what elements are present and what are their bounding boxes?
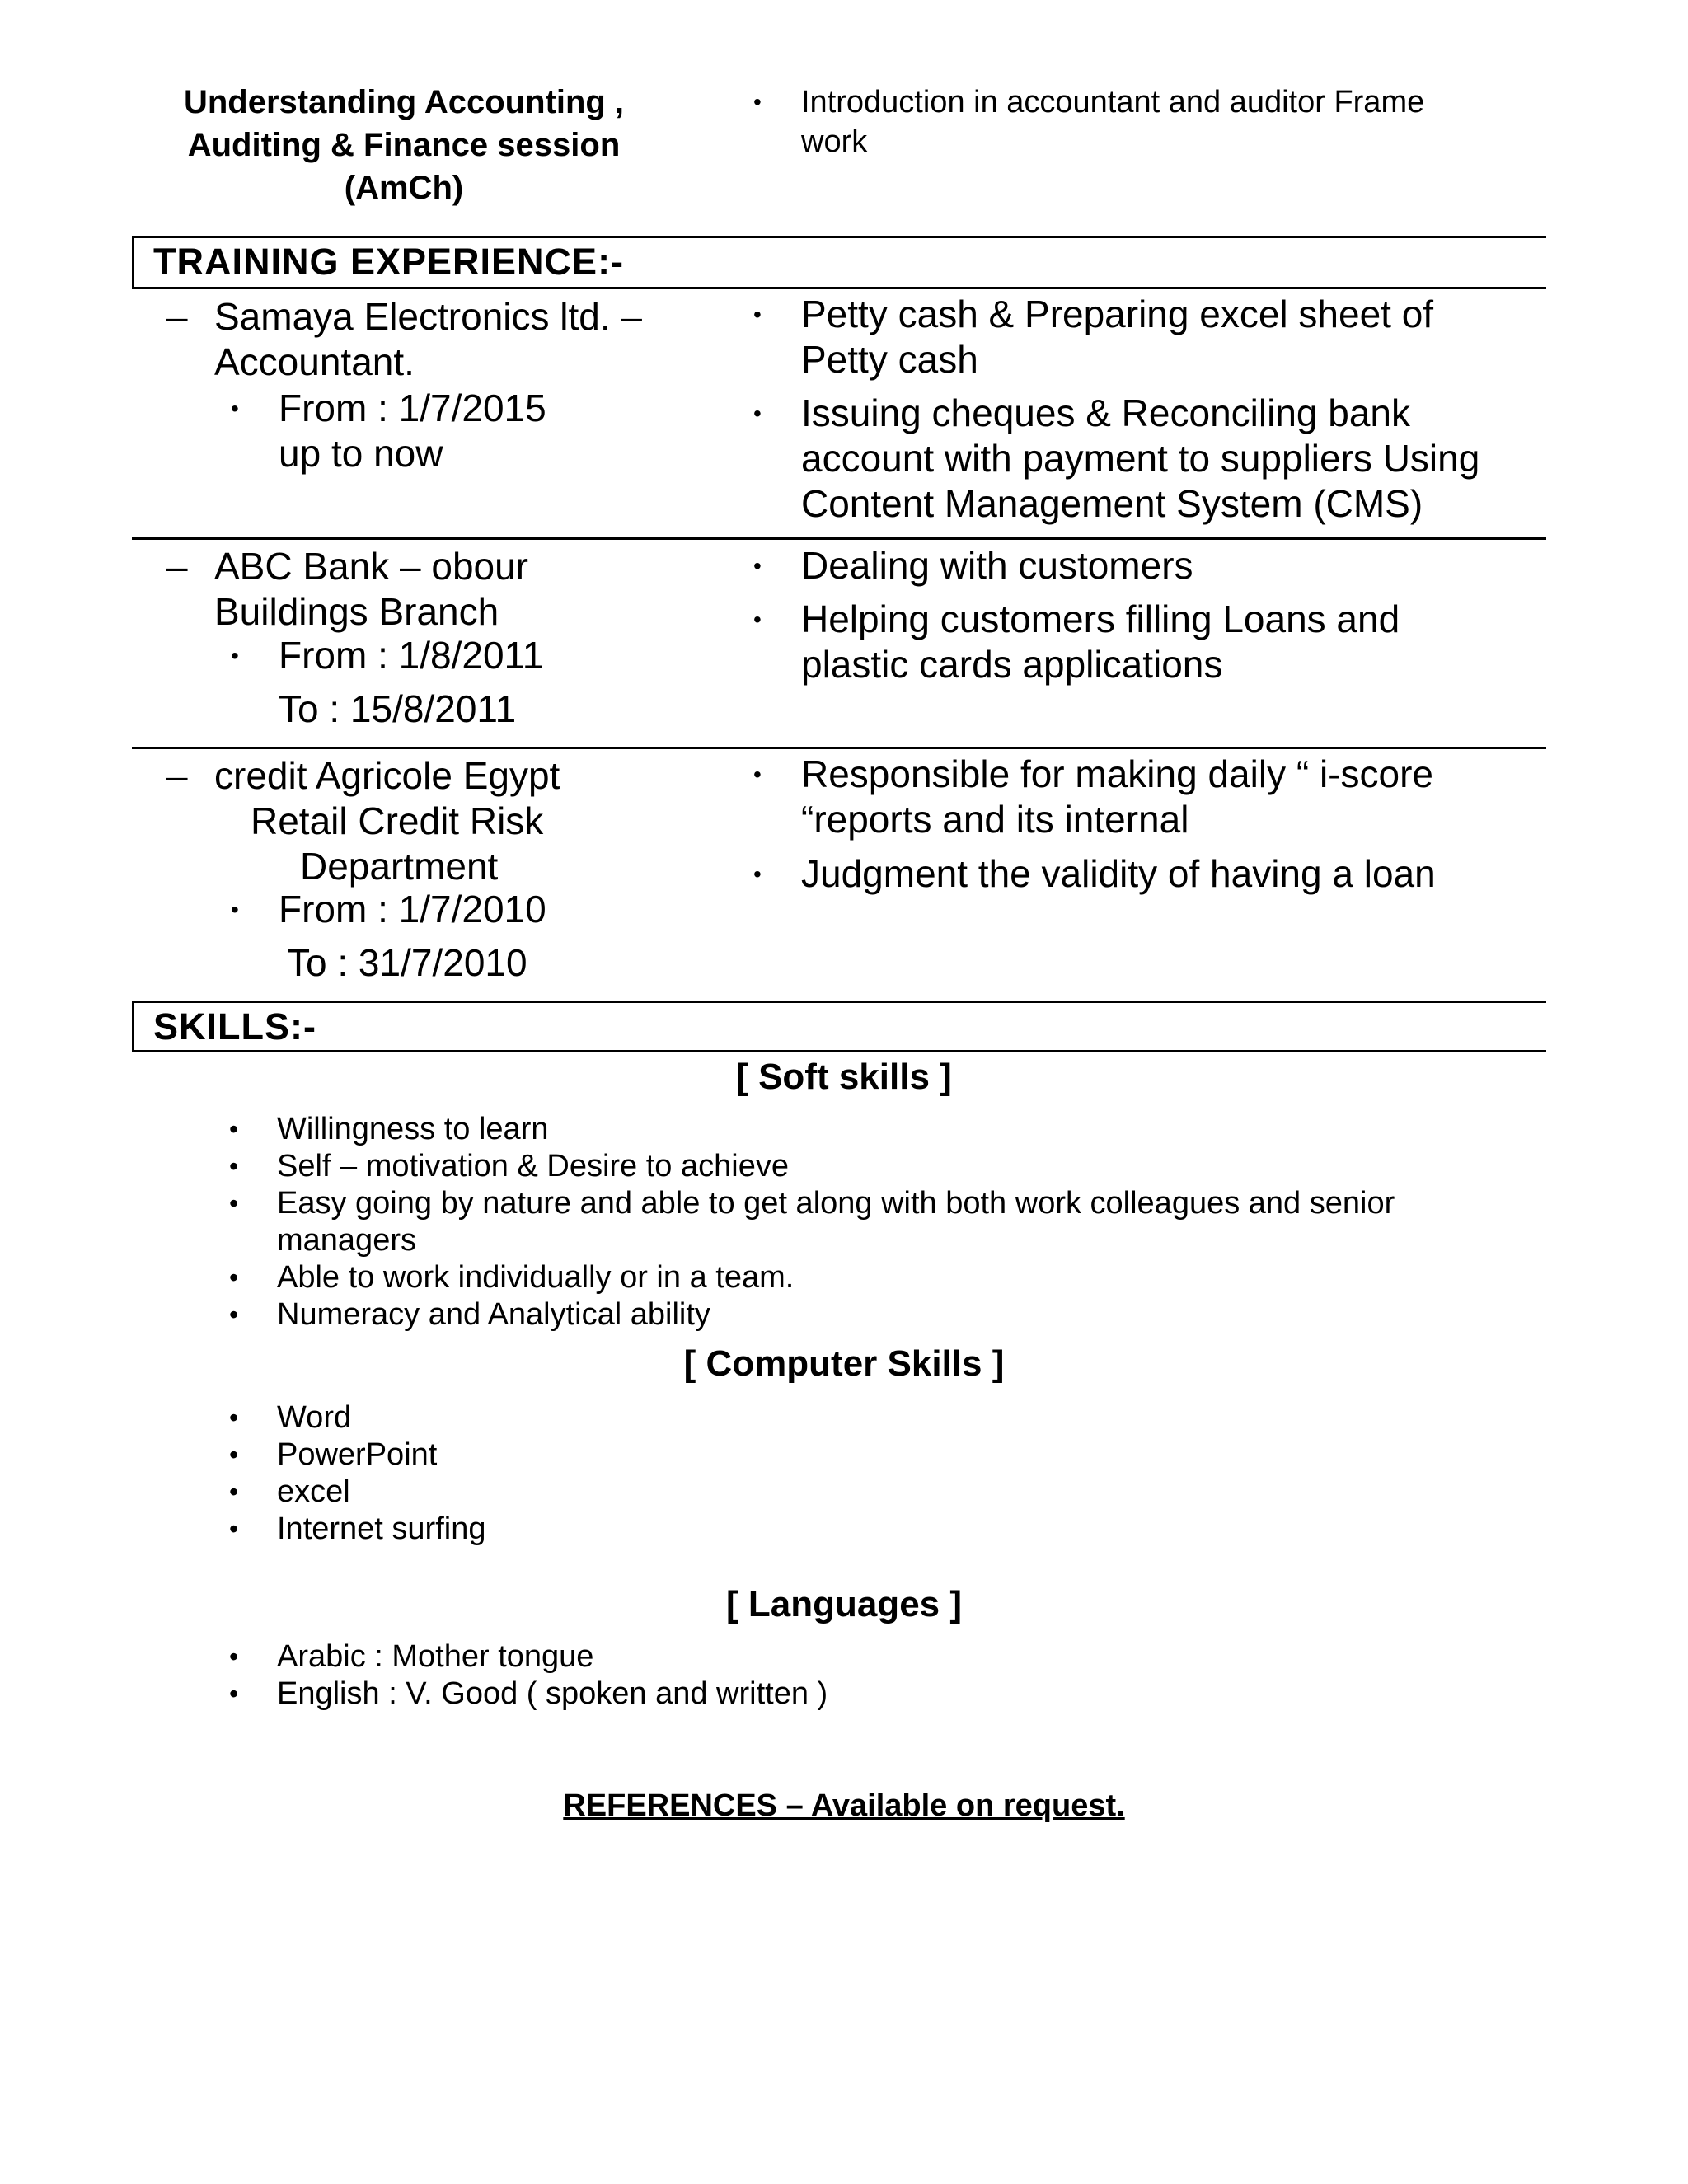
training-entry-dates	[279, 633, 691, 732]
training-duty	[801, 752, 1543, 842]
org-line: Department	[300, 845, 499, 888]
training-entry-org	[214, 294, 709, 385]
course-description	[801, 82, 1543, 162]
list-item-text: • Willingness to learn	[277, 1112, 549, 1146]
training-entry-org	[214, 753, 676, 889]
languages-heading: [ Languages ]	[725, 1584, 963, 1624]
org-line: – ABC Bank – obour	[214, 545, 529, 588]
duty-line: • Helping customers filling Loans and	[801, 598, 1400, 640]
divider	[132, 236, 134, 289]
list-item: • excel	[277, 1474, 1266, 1511]
divider	[132, 1001, 134, 1052]
list-item-text: • Self – motivation & Desire to achieve	[277, 1149, 789, 1183]
duty-line: • Responsible for making daily “ i-score	[801, 752, 1433, 795]
computer-skills-list	[277, 1399, 1266, 1548]
training-duty	[801, 851, 1543, 897]
duty-line: Content Management System (CMS)	[801, 482, 1423, 525]
course-title	[132, 81, 676, 209]
divider	[132, 1050, 1546, 1052]
duty-line: account with payment to suppliers Using	[801, 437, 1480, 480]
list-item	[277, 1111, 1563, 1148]
training-entry-org	[214, 544, 709, 635]
list-item: • Word	[277, 1399, 1266, 1436]
divider	[132, 287, 1546, 289]
list-item: • Arabic : Mother tongue	[277, 1638, 1266, 1675]
duty-line: • Petty cash & Preparing excel sheet of	[801, 293, 1434, 335]
list-item-text: • Numeracy and Analytical ability	[277, 1297, 710, 1332]
training-experience-heading: TRAINING EXPERIENCE:-	[153, 241, 625, 283]
list-item: • Internet surfing	[277, 1511, 1266, 1548]
list-item: • English : V. Good ( spoken and written )	[277, 1675, 1266, 1713]
list-item	[277, 1259, 1563, 1296]
list-item-text: • Able to work individually or in a team.	[277, 1260, 795, 1295]
divider	[132, 236, 1546, 238]
org-line: Retail Credit Risk	[251, 799, 544, 842]
list-item-text: • Easy going by nature and able to get along with both work colleagues and senior	[277, 1186, 1395, 1221]
course-description-line: work	[801, 124, 868, 159]
course-description-line: • Introduction in accountant and auditor Frame	[801, 85, 1425, 120]
soft-skills-heading: [ Soft skills ]	[736, 1057, 952, 1097]
org-line: Accountant.	[214, 340, 415, 383]
duty-line: • Dealing with customers	[801, 544, 1193, 587]
date-line: • From : 1/7/2010	[279, 888, 546, 930]
training-duty	[801, 391, 1543, 527]
duty-line: Petty cash	[801, 338, 978, 381]
list-item	[277, 1296, 1563, 1333]
soft-skills-list	[277, 1111, 1563, 1333]
date-line: To : 31/7/2010	[287, 941, 528, 984]
date-line: up to now	[279, 432, 443, 475]
divider	[132, 1001, 1546, 1003]
date-line: To : 15/8/2011	[279, 687, 517, 730]
training-entry-dates	[279, 887, 691, 986]
skills-heading: SKILLS:-	[153, 1005, 316, 1047]
org-line: – credit Agricole Egypt	[214, 754, 560, 797]
references-note: REFERENCES – Available on request.	[563, 1788, 1125, 1823]
languages-list	[277, 1638, 1266, 1713]
training-duty	[801, 292, 1543, 382]
divider	[132, 537, 1546, 540]
list-item	[277, 1148, 1563, 1185]
date-line: • From : 1/7/2015	[279, 387, 546, 429]
org-line: – Samaya Electronics ltd. –	[214, 295, 643, 338]
list-item	[277, 1185, 1563, 1259]
org-line: Buildings Branch	[214, 590, 499, 633]
course-title-line: Auditing & Finance session	[187, 127, 621, 163]
duty-line: plastic cards applications	[801, 643, 1223, 686]
duty-line: • Issuing cheques & Reconciling bank	[801, 391, 1411, 434]
training-duty	[801, 543, 1543, 588]
training-duty	[801, 597, 1543, 687]
list-item-text: managers	[277, 1223, 416, 1258]
course-title-line: (AmCh)	[344, 170, 464, 206]
date-line: • From : 1/8/2011	[279, 634, 544, 677]
list-item: • PowerPoint	[277, 1436, 1266, 1474]
course-title-line: Understanding Accounting ,	[183, 84, 625, 120]
training-entry-dates	[279, 386, 691, 476]
duty-line: “reports and its internal	[801, 798, 1189, 841]
divider	[132, 747, 1546, 749]
duty-line: • Judgment the validity of having a loan	[801, 852, 1436, 895]
computer-skills-heading: [ Computer Skills ]	[683, 1343, 1005, 1384]
